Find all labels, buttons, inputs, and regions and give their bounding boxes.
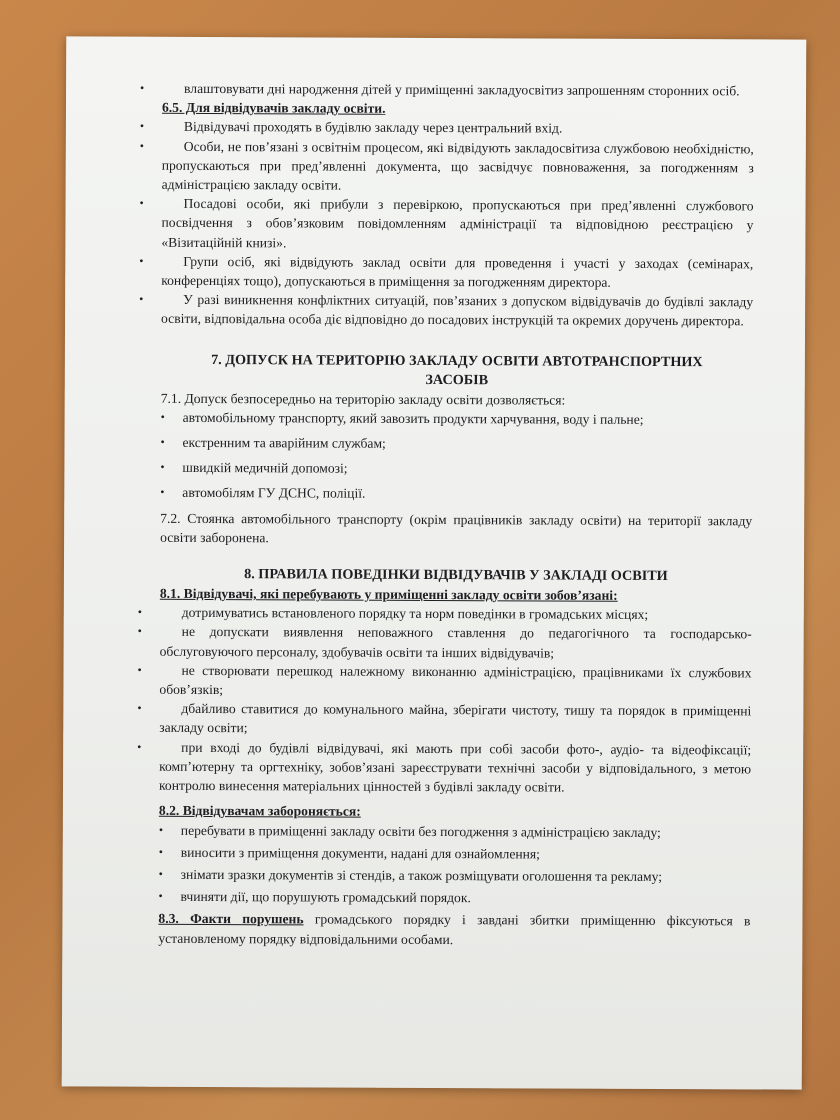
list-item: • не створювати перешкод належному виконанню адміністрацією, працівниками їх службових обов’язків; [159,661,751,702]
list-item: • перебувати в приміщенні закладу освіти без погодження з адміністрацією закладу; [159,820,751,842]
section-8-1-heading: 8.1. Відвідувачі, які перебувають у приміщенні закладу освіти зобов’язані: [159,585,618,603]
list-item: • не допускати виявлення неповажного ставлення до педагогічного та господарсько-обслуговуючого персоналу, здобувачів освіти та інших відвідувачів; [160,622,752,663]
list-item: • Групи осіб, які відвідують заклад освіти для проведення і участі у заходах (семінарах, конференціях тощо), допускаються в приміщення за погодженням директора. [161,252,753,293]
section-7-title-line1: 7. ДОПУСК НА ТЕРИТОРІЮ ЗАКЛАДУ ОСВІТИ АВТОТРАНСПОРТНИХ [211,351,703,370]
list-item: • Відвідувачі проходять в будівлю закладу через центральний вхід. [162,117,754,139]
list-item: • вчиняти дії, що порушують громадський порядок. [159,887,751,909]
document-page [62,36,807,1089]
paragraph-7-1: 7.1. Допуск безпосередньо на територію закладу освіти дозволяється: [160,390,566,408]
list-item: • автомобільному транспорту, який завозить продукти харчування, воду і пальне; [161,408,753,430]
paragraph-8-3 [158,909,750,950]
list-item: • дотримуватись встановленого порядку та норм поведінки в громадських місцях; [160,603,752,625]
section-7-title-line2: ЗАСОБІВ [425,371,489,388]
list-item: • виносити з приміщення документи, надані для ознайомлення; [159,843,751,865]
section-8-3-text: громадського порядку і завдані збитки приміщенню фіксуються в установленому порядку відповідальними особами. [158,911,751,947]
list-item: • влаштовувати дні народження дітей у приміщенні закладуосвітиз запрошенням сторонних осіб. [162,79,754,101]
list-item: • автомобілям ГУ ДСНС, поліції. [160,483,752,505]
section-8-title: 8. ПРАВИЛА ПОВЕДІНКИ ВІДВІДУВАЧІВ У ЗАКЛАДІ ОСВІТИ [244,566,668,585]
list-item: • Посадові особи, які прибули з перевіркою, пропускаються при пред’явленні службового посвідчення з обов’язковим повідомленням адміністрації та відповідною реєстрацією у «Візитаційній книзі». [161,194,753,254]
section-8-3-lead: 8.3. Факти порушень [158,911,304,927]
list-item: • Особи, не пов’язані з освітнім процесом, які відвідують закладосвітиза службовою необхідністю, пропускаються при пред’явленні документа, що засвідчує повноваження, за погодженням з адміністрацією закладу освіти. [162,136,754,196]
list-item: • екстренним та аварійним службам; [160,433,752,455]
list-item: • У разі виникнення конфліктних ситуацій, пов’язаних з допуском відвідувачів до будівлі закладу освіти, відповідальна особа діє відповідно до посадових інструкцій та окремих доручень директора. [161,290,753,331]
list-item: • при вході до будівлі відвідувачі, які мають при собі засоби фото-, аудіо- та відеофіксації; комп’ютерну та оргтехніку, зобов’язані зареєструвати технічні засоби у відповідального, з метою контролю винесення матеріальних цінностей з будівлі закладу освіти. [159,737,751,797]
section-8-2-heading: 8.2. Відвідувачам забороняється: [158,803,361,819]
section-6-5-heading: 6.5. Для відвідувачів закладу освіти. [161,100,386,116]
list-item: • знімати зразки документів зі стендів, а також розміщувати оголошення та рекламу; [159,865,751,887]
list-item: • швидкій медичній допомозі; [160,458,752,480]
list-item: • дбайливо ставитися до комунального майна, зберігати чистоту, тишу та порядок в приміщенні закладу освіти; [159,699,751,740]
paragraph-7-2: 7.2. Стоянка автомобільного транспорту (окрім працівників закладу освіти) на території закладу освіти заборонена. [160,510,753,546]
